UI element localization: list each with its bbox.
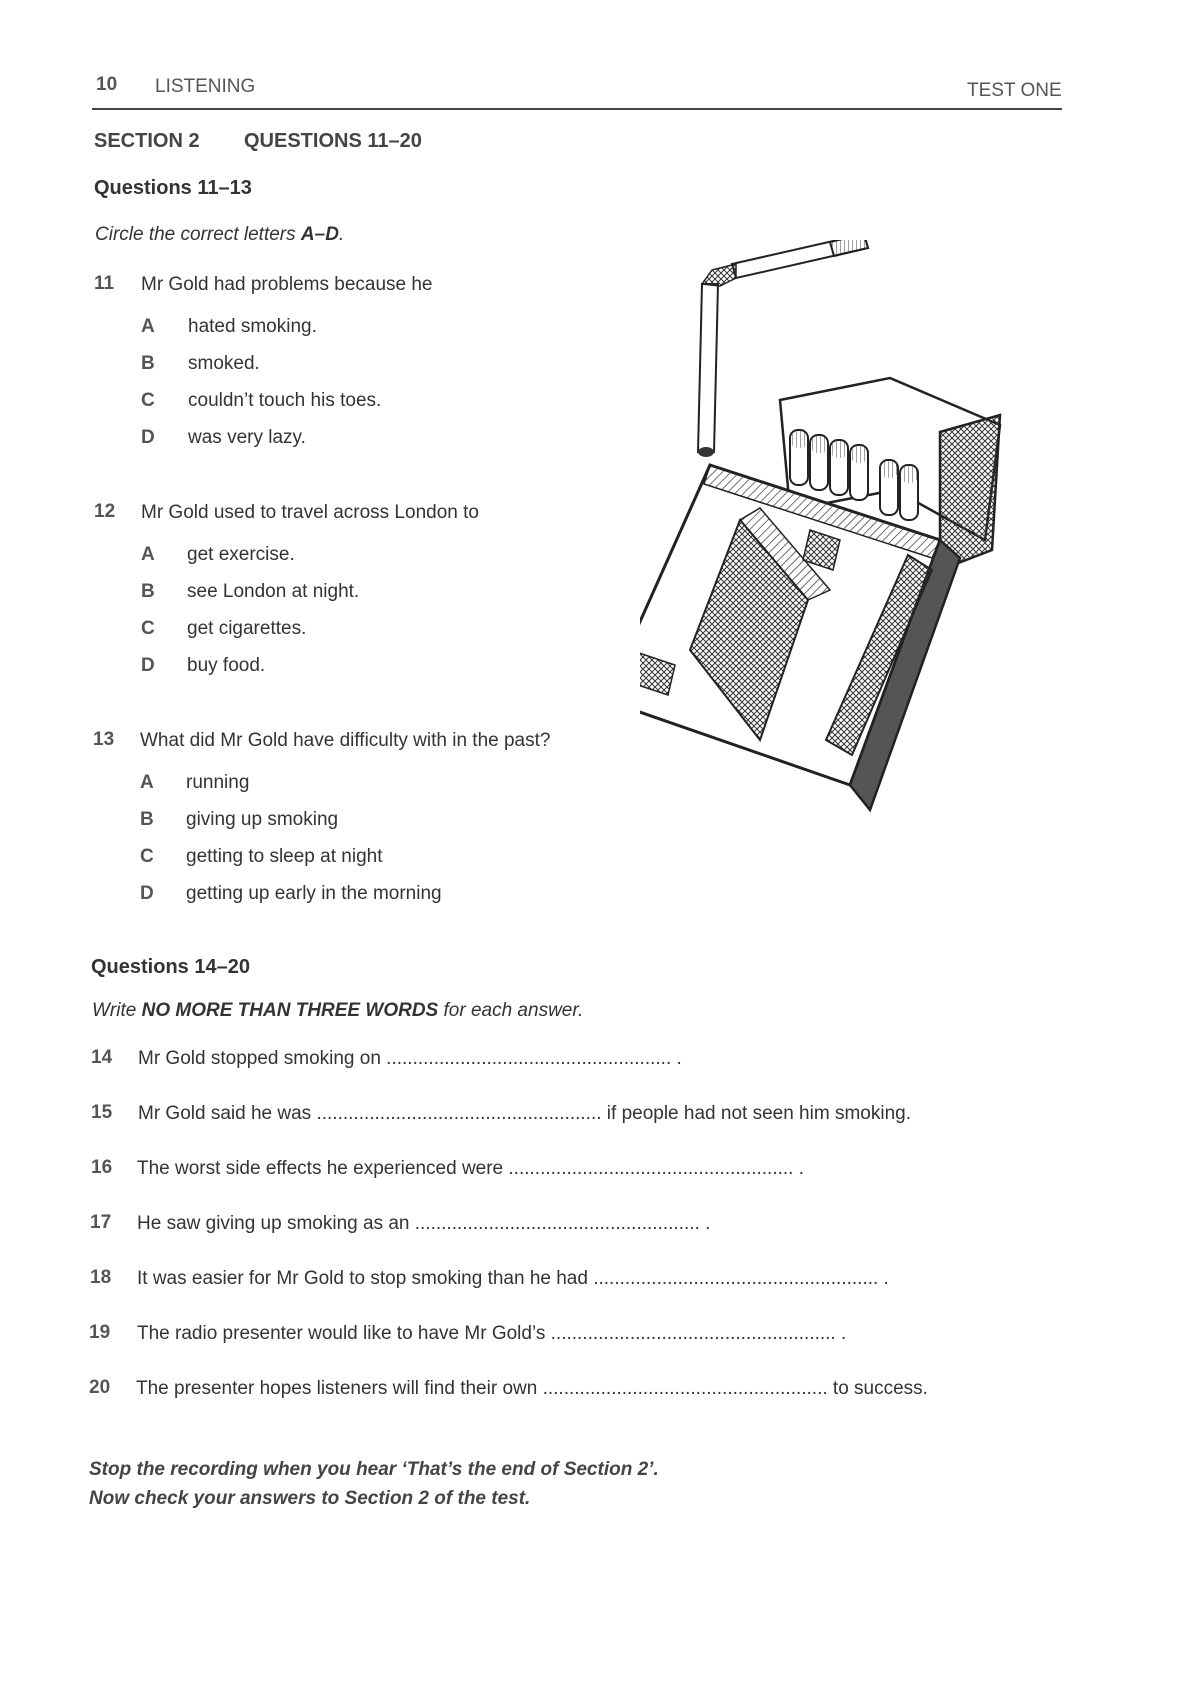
option-letter: A <box>141 544 155 565</box>
option-letter: A <box>140 772 154 793</box>
question-number: 11 <box>94 273 115 294</box>
gap-fill-number: 16 <box>91 1157 113 1178</box>
part2-instruction-prefix: Write <box>92 1000 142 1021</box>
part2-instruction <box>92 1000 583 1022</box>
part1-heading: Questions 11–13 <box>94 177 252 199</box>
option-text: was very lazy. <box>188 427 306 448</box>
question-number: 12 <box>94 501 116 522</box>
gap-fill-number: 18 <box>90 1267 112 1288</box>
part2-instruction-suffix: for each answer. <box>438 1000 584 1021</box>
question-number: 13 <box>93 729 115 750</box>
option-text: giving up smoking <box>186 809 339 830</box>
option-letter: C <box>141 618 155 639</box>
part1-instruction-suffix: . <box>338 224 345 245</box>
part2-heading: Questions 14–20 <box>91 956 250 978</box>
option-letter: B <box>141 353 155 374</box>
section-name: LISTENING <box>155 76 256 97</box>
option-letter: C <box>140 846 154 867</box>
option-text: get cigarettes. <box>187 618 307 639</box>
gap-fill-number: 15 <box>91 1102 113 1123</box>
test-name: TEST ONE <box>967 80 1062 101</box>
option-text: getting to sleep at night <box>186 846 383 867</box>
gap-fill-number: 17 <box>90 1212 112 1233</box>
question-text: Mr Gold had problems because he <box>141 274 433 295</box>
option-letter: B <box>140 809 154 830</box>
option-text: couldn’t touch his toes. <box>188 390 382 411</box>
option-letter: C <box>141 390 155 411</box>
question-text: Mr Gold used to travel across London to <box>141 502 479 523</box>
page-number: 10 <box>96 74 118 95</box>
option-letter: D <box>140 883 154 904</box>
check-answers-instruction: Now check your answers to Section 2 of the test. <box>89 1488 531 1509</box>
option-text: running <box>186 772 250 793</box>
gap-fill-number: 19 <box>89 1322 111 1343</box>
option-letter: A <box>141 316 155 337</box>
gap-fill-text: The radio presenter would like to have Mr Gold’s ...................................................... . <box>137 1323 847 1344</box>
option-text: buy food. <box>187 655 266 676</box>
gap-fill-text: The worst side effects he experienced were ...................................................... . <box>137 1158 805 1179</box>
stop-recording-instruction: Stop the recording when you hear ‘That’s the end of Section 2’. <box>89 1459 659 1480</box>
option-text: smoked. <box>188 353 260 374</box>
cigarette-pack-icon <box>640 378 1000 810</box>
option-text: getting up early in the morning <box>186 883 442 904</box>
question-text: What did Mr Gold have difficulty with in the past? <box>140 730 551 751</box>
part2-instruction-bold: NO MORE THAN THREE WORDS <box>141 1000 439 1021</box>
gap-fill-text: It was easier for Mr Gold to stop smoking than he had ...................................................... . <box>137 1268 889 1289</box>
gap-fill-text: Mr Gold stopped smoking on ...................................................... . <box>138 1048 682 1069</box>
option-text: see London at night. <box>187 581 360 602</box>
part1-instruction-bold: A–D <box>300 224 339 245</box>
cigarette-pack-illustration <box>640 240 1060 860</box>
gap-fill-number: 20 <box>89 1377 111 1398</box>
gap-fill-number: 14 <box>91 1047 113 1068</box>
gap-fill-text: Mr Gold said he was ...................................................... if people had not seen him smoking. <box>138 1103 911 1124</box>
questions-range: QUESTIONS 11–20 <box>244 130 422 152</box>
header-rule <box>92 108 1062 110</box>
part1-instruction-prefix: Circle the correct letters <box>95 224 301 245</box>
option-letter: D <box>141 427 155 448</box>
gap-fill-text: The presenter hopes listeners will find their own ...................................................... to success. <box>136 1378 928 1399</box>
option-text: hated smoking. <box>188 316 317 337</box>
section-label: SECTION 2 <box>94 130 200 152</box>
option-text: get exercise. <box>187 544 295 565</box>
part1-instruction <box>95 224 344 246</box>
gap-fill-text: He saw giving up smoking as an ...................................................... . <box>137 1213 711 1234</box>
option-letter: B <box>141 581 155 602</box>
option-letter: D <box>141 655 155 676</box>
